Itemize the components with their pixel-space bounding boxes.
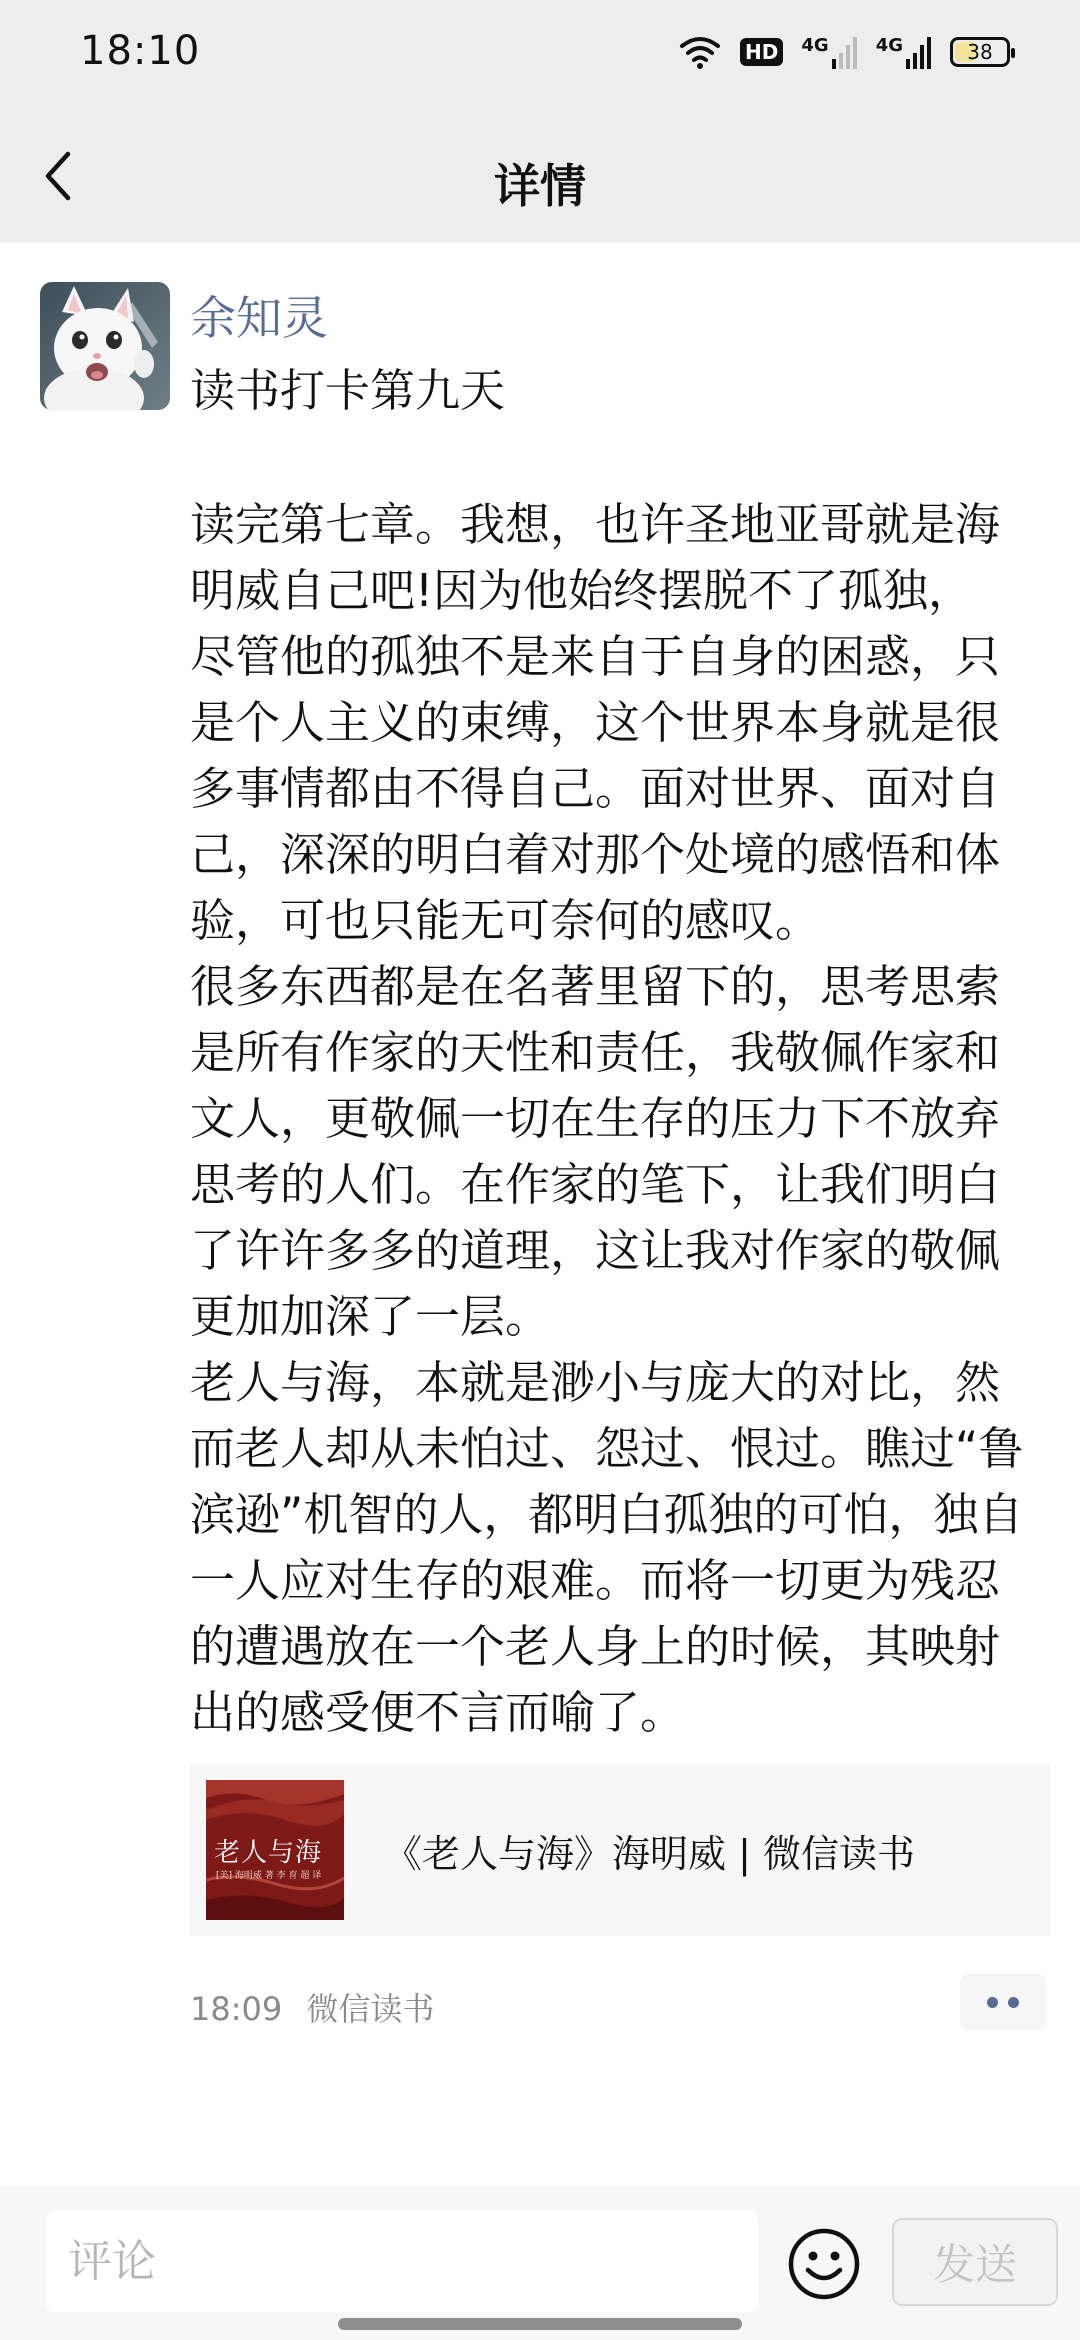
page-title: 详情 (494, 159, 586, 213)
more-dot-icon (1008, 1997, 1019, 2008)
home-indicator[interactable] (338, 2318, 742, 2330)
wifi-icon (678, 34, 722, 70)
smiley-icon (786, 2226, 862, 2302)
comment-bar (0, 2186, 1080, 2340)
comment-input[interactable] (46, 2210, 758, 2312)
post-meta (190, 1984, 434, 2030)
emoji-button[interactable] (786, 2226, 862, 2302)
book-cover-title: 老人与海 (214, 1838, 323, 1868)
network-label-1: 4G (801, 35, 829, 56)
signal-bars-icon (832, 35, 858, 69)
status-time: 18:10 (80, 28, 201, 74)
cat-avatar-image (40, 282, 170, 410)
battery-level: 38 (967, 40, 993, 64)
signal-bars-icon (906, 35, 932, 69)
post-content (190, 358, 1040, 1746)
book-cover (206, 1780, 344, 1920)
battery-icon (950, 37, 1010, 67)
book-link-text: 《老人与海》海明威 | 微信读书 (384, 1831, 915, 1876)
more-actions-button[interactable] (960, 1974, 1046, 2030)
signal-2 (876, 35, 932, 69)
avatar[interactable] (40, 282, 170, 410)
post-title: 读书打卡第九天 (190, 364, 506, 417)
hd-badge: HD (740, 38, 783, 66)
send-button[interactable]: 发送 (892, 2218, 1058, 2306)
post-body: 读完第七章。我想，也许圣地亚哥就是海明威自己吧!因为他始终摆脱不了孤独， 尽管他的孤独不是来自于自身的困惑，只是个人主义的束缚，这个世界本身就是很多事情都由不得自己。面对世界、面对自己，深深的明白着对那个处境的感悟和体验，可也只能无可奈何的感叹。 很多东西都是在名著里留下的，思考思索是所有作家的天性和责任，我敬佩作家和文人，更敬佩一切在生存的压力下不放弃思考的人们。在作家的笔下，让我们明白了许许多多的道理，这让我对作家的敬佩更加加深了一层。 老人与海，本就是渺小与庞大的对比，然而老人却从未怕过、怨过、恨过。瞧过“鲁滨逊”机智的人，都明白孤独的可怕，独自一人应对生存的艰难。而将一切更为残忍的遭遇放在一个老人身上的时候，其映射出的感受便不言而喻了。 (190, 498, 1024, 1739)
network-label-2: 4G (875, 35, 903, 56)
signal-1 (801, 35, 857, 69)
more-dot-icon (987, 1997, 998, 2008)
author-name[interactable]: 余知灵 (190, 291, 328, 345)
nav-bar (0, 110, 1080, 242)
status-icons (678, 30, 1010, 74)
post-time: 18:09 (190, 1990, 283, 2028)
book-cover-subtitle: [美] 海明威 著 李 育 超 译 (216, 1871, 322, 1881)
post-source[interactable]: 微信读书 (306, 1990, 435, 2028)
book-link-card[interactable] (190, 1764, 1050, 1936)
status-bar (0, 0, 1080, 110)
